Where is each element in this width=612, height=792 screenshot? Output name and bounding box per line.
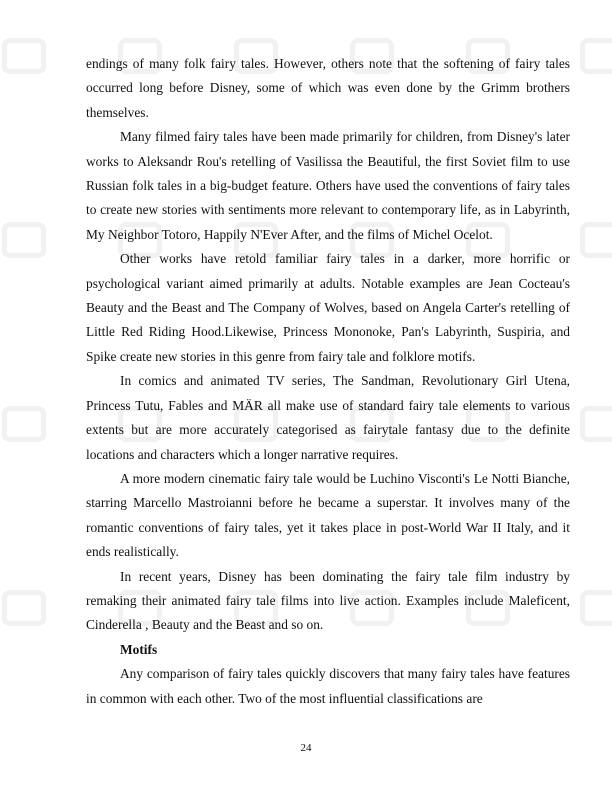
paragraph-continuation: endings of many folk fairy tales. However, others note that the softening of fairy tales occurred long before Disney, some of which was even done by the Grimm brothers themselves. [86, 56, 570, 120]
document-body [86, 52, 570, 711]
page-number: 24 [300, 742, 312, 754]
paragraph-filmed-fairy-tales: Many filmed fairy tales have been made primarily for children, from Disney's later works to Aleksandr Rou's retelling of Vasilissa the Beautiful, the first Soviet film to use Russian folk tales in a big-budget feature. Others have used the conventions of fairy tales to create new stories with sentiments more relevant to contemporary life, as in Labyrinth, My Neighbor Totoro, Happily N'Ever After, and the films of Michel Ocelot. [86, 129, 570, 242]
paragraph-modern-cinematic: A more modern cinematic fairy tale would be Luchino Visconti's Le Notti Bianche, starring Marcello Mastroianni before he became a superstar. It involves many of the romantic conventions of fairy tales, yet it takes place in post-World War II Italy, and it ends realistically. [86, 470, 570, 560]
paragraph-motifs-intro: Any comparison of fairy tales quickly discovers that many fairy tales have features in common with each other. Two of the most influential classifications are [86, 666, 570, 706]
paragraph-comics-animated: In comics and animated TV series, The Sandman, Revolutionary Girl Utena, Princess Tutu, Fables and MÄR all make use of standard fairy tale elements to various extents but are more accurately categorised as fairytale fantasy due to the definite locations and characters which a longer narrative requires. [86, 373, 570, 462]
section-heading-motifs: Motifs [120, 641, 158, 657]
paragraph-recent-years: In recent years, Disney has been dominating the fairy tale film industry by remaking their animated fairy tale films into live action. Examples include Maleficent, Cinderella , Beauty and the Beast and so on. [86, 568, 570, 633]
paragraph-darker-retellings: Other works have retold familiar fairy tales in a darker, more horrific or psychological variant aimed primarily at adults. Notable examples are Jean Cocteau's Beauty and the Beast and The Company of Wolves, based on Angela Carter's retelling of Little Red Riding Hood.Likewise, Princess Mononoke, Pan's Labyrinth, Suspiria, and Spike create new stories in this genre from fairy tale and folklore motifs. [86, 251, 570, 364]
